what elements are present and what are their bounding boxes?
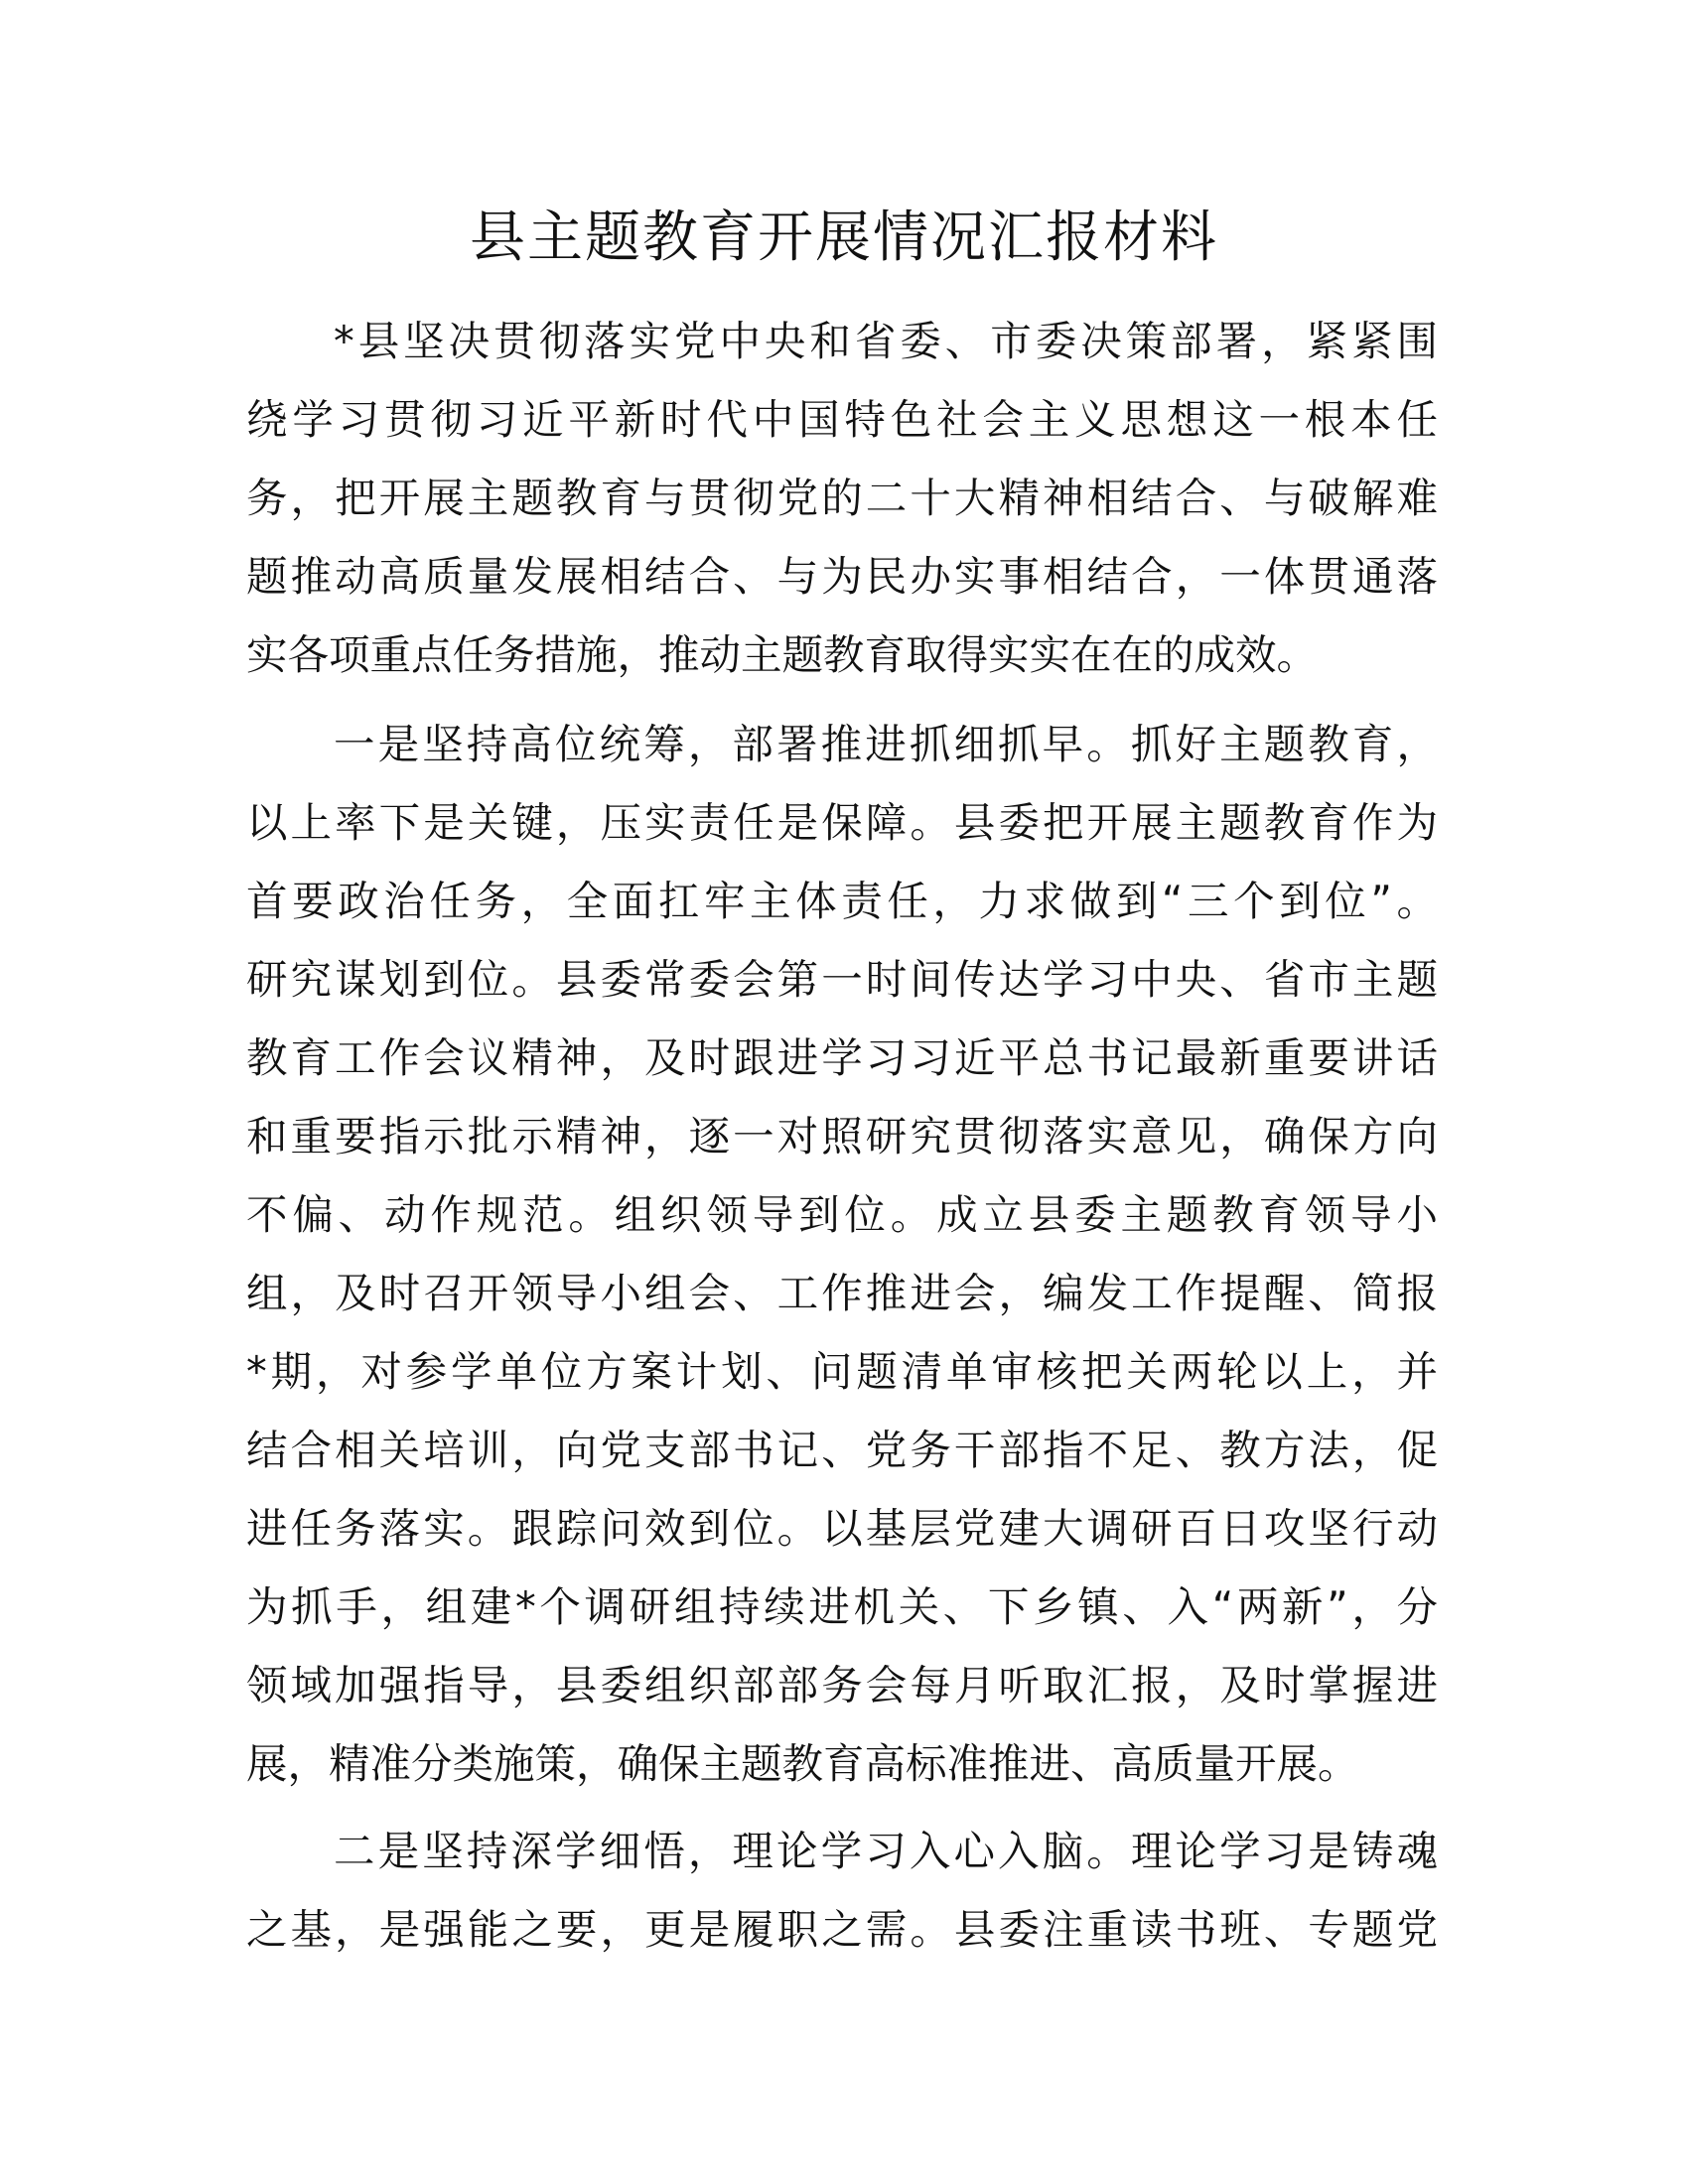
- text-line: 展，精准分类施策，确保主题教育高标准推进、高质量开展。: [246, 1739, 1359, 1788]
- text-line: 一是坚持高位统筹，部署推进抓细抓早。抓好主题教育，: [334, 720, 1438, 768]
- paragraph-section-two: [246, 1812, 1438, 1969]
- text-line: *县坚决贯彻落实党中央和省委、市委决策部署，紧紧围: [334, 317, 1438, 365]
- text-line: 为抓手，组建*个调研组持续进机关、下乡镇、入“两新”，分: [246, 1582, 1438, 1631]
- text-line: 绕学习贯彻习近平新时代中国特色社会主义思想这一根本任: [246, 395, 1438, 444]
- text-line: 二是坚持深学细悟，理论学习入心入脑。理论学习是铸魂: [334, 1827, 1438, 1875]
- text-line: 首要政治任务，全面扛牢主体责任，力求做到“三个到位”。: [246, 877, 1438, 925]
- text-line: 和重要指示批示精神，逐一对照研究贯彻落实意见，确保方向: [246, 1112, 1438, 1160]
- text-line: 题推动高质量发展相结合、与为民办实事相结合，一体贯通落: [246, 552, 1438, 601]
- paragraph-section-one: [246, 705, 1438, 1803]
- text-line: 教育工作会议精神，及时跟进学习习近平总书记最新重要讲话: [246, 1033, 1438, 1082]
- paragraph-intro: [246, 302, 1438, 694]
- document-title: 县主题教育开展情况汇报材料: [470, 205, 1218, 270]
- text-line: *期，对参学单位方案计划、问题清单审核把关两轮以上，并: [246, 1347, 1438, 1396]
- text-line: 务，把开展主题教育与贯彻党的二十大精神相结合、与破解难: [246, 474, 1438, 522]
- text-line: 以上率下是关键，压实责任是保障。县委把开展主题教育作为: [246, 798, 1438, 847]
- text-line: 不偏、动作规范。组织领导到位。成立县委主题教育领导小: [246, 1190, 1438, 1239]
- text-line: 进任务落实。跟踪问效到位。以基层党建大调研百日攻坚行动: [246, 1504, 1438, 1553]
- text-line: 领域加强指导，县委组织部部务会每月听取汇报，及时掌握进: [246, 1661, 1438, 1709]
- text-line: 组，及时召开领导小组会、工作推进会，编发工作提醒、简报: [246, 1269, 1438, 1317]
- text-line: 实各项重点任务措施，推动主题教育取得实实在在的成效。: [246, 630, 1319, 679]
- text-line: 之基，是强能之要，更是履职之需。县委注重读书班、专题党: [246, 1905, 1438, 1954]
- text-line: 研究谋划到位。县委常委会第一时间传达学习中央、省市主题: [246, 955, 1438, 1004]
- text-line: 结合相关培训，向党支部书记、党务干部指不足、教方法，促: [246, 1426, 1438, 1474]
